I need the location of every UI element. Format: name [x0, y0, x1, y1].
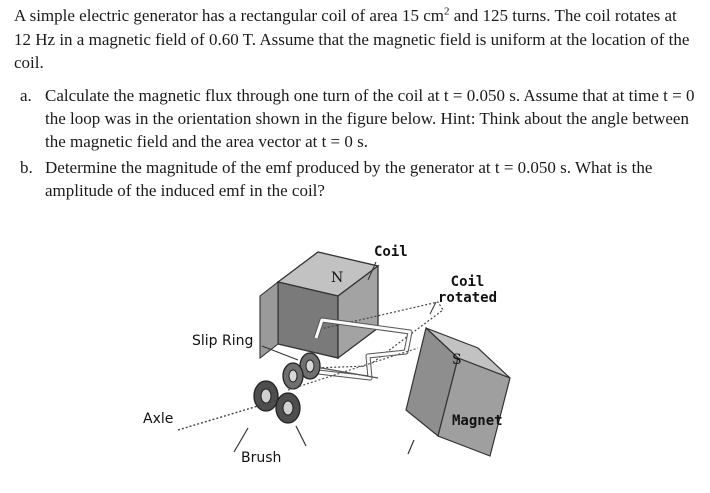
question-parts — [20, 84, 700, 202]
coil-rotated-label: Coil rotated — [438, 274, 498, 306]
problem-intro — [14, 4, 694, 75]
generator-figure — [138, 240, 538, 480]
slip-rings — [283, 353, 320, 389]
brush-label: Brush — [241, 450, 282, 466]
axle-label: Axle — [143, 411, 174, 427]
north-magnet-pole — [260, 252, 378, 358]
part-b-text: Determine the magnitude of the emf produced by the generator at t = 0.050 s. What is the amplitude of the induced emf in the coil? — [45, 158, 653, 200]
south-magnet-pole — [406, 328, 510, 456]
north-pole-label: N — [331, 270, 344, 286]
part-a-text: Calculate the magnetic flux through one turn of the coil at t = 0.050 s. Assume that at time t = 0 the loop was in the orientation shown in the figure below. Hint: Think about the angle between the magnetic field and the area vector at t = 0 s. — [45, 86, 695, 151]
question-part-b — [20, 156, 700, 202]
area-unit-exponent: 2 — [444, 5, 450, 18]
slip-ring-pointer — [262, 346, 298, 360]
axle-line — [178, 400, 278, 430]
intro-text-end: and 125 turns. The coil rotates at 12 Hz in a magnetic field of 0.60 T. Assume that the magnetic field is uniform at the location of the coil. — [14, 6, 690, 72]
slip-ring-label: Slip Ring — [192, 333, 254, 349]
brush-wire-left — [234, 428, 248, 452]
part-b-label: b. — [20, 158, 33, 177]
intro-text-start: A simple electric generator has a rectangular coil of area 15 cm — [14, 6, 444, 25]
coil-label: Coil — [374, 244, 408, 260]
magnet-label: Magnet — [452, 413, 503, 429]
question-part-a — [20, 84, 700, 153]
south-pole-label: S — [452, 352, 462, 368]
part-a-label: a. — [20, 86, 32, 105]
brush-wire-right — [296, 426, 306, 446]
